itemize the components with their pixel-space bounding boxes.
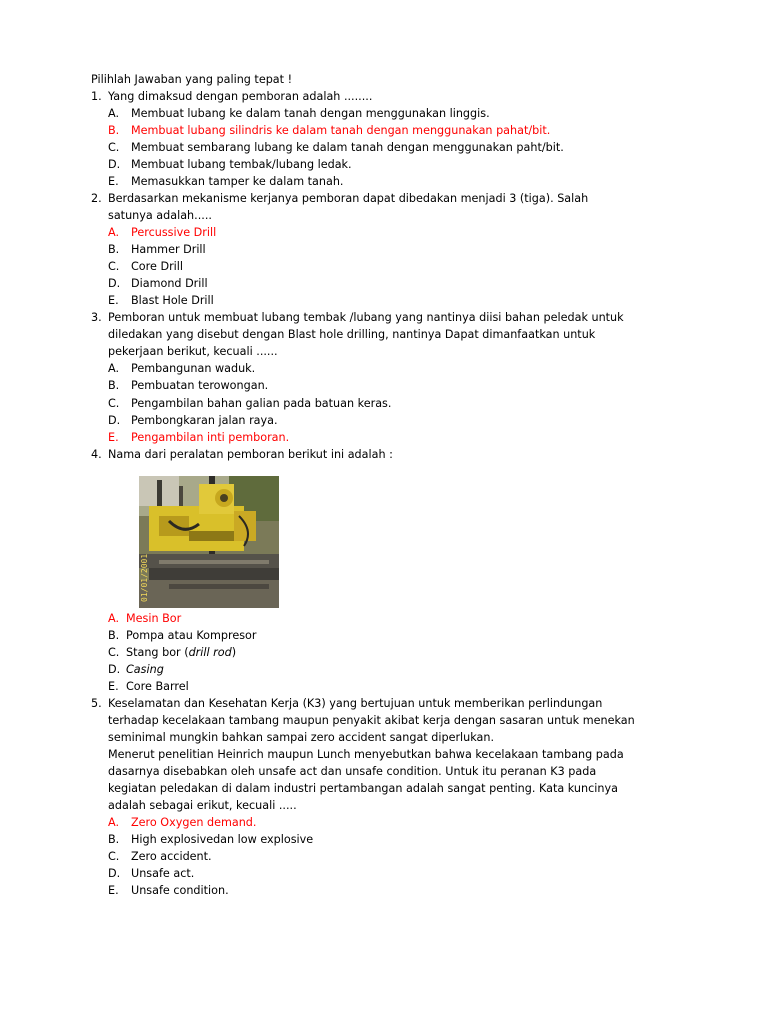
q4-option-b-letter: B. [108,629,120,642]
question-5-number: 5. [91,697,102,710]
drilling-machine-photo [139,476,279,608]
question-3-text-line-2: diledakan yang disebut dengan Blast hole drilling, nantinya Dapat dimanfaatkan untuk [108,328,596,341]
q1-option-b-answer: Membuat lubang silindris ke dalam tanah dengan menggunakan pahat/bit. [131,124,551,137]
q1-option-c-letter: C. [108,141,120,154]
question-2-number: 2. [91,192,102,205]
q5-option-a-letter: A. [108,816,120,829]
q1-option-a-letter: A. [108,107,120,120]
q4-option-a-answer: Mesin Bor [126,612,182,625]
instruction: Pilihlah Jawaban yang paling tepat ! [91,73,293,86]
question-5-text-line-7: adalah sebagai erikut, kecuali ..... [108,799,297,812]
q3-option-b-letter: B. [108,379,120,392]
q2-option-a-letter: A. [108,226,120,239]
q3-option-c: Pengambilan bahan galian pada batuan keras. [131,397,392,410]
q2-option-d-letter: D. [108,277,121,290]
q3-option-e-answer: Pengambilan inti pemboran. [131,431,290,444]
q4-option-e-letter: E. [108,680,119,693]
q4-option-d-letter: D. [108,663,121,676]
q5-option-a-answer: Zero Oxygen demand. [131,816,257,829]
q5-option-c-letter: C. [108,850,120,863]
q2-option-d: Diamond Drill [131,277,208,290]
q4-option-d-italic: Casing [126,663,164,676]
q4-option-e: Core Barrel [126,680,189,693]
question-2-text-line-2: satunya adalah..... [108,209,212,222]
q2-option-b: Hammer Drill [131,243,206,256]
q3-option-a: Pembangunan waduk. [131,362,256,375]
q4-option-c-letter: C. [108,646,120,659]
question-1-number: 1. [91,90,102,103]
q1-option-b-letter: B. [108,124,120,137]
q4-option-b: Pompa atau Kompresor [126,629,257,642]
question-4-number: 4. [91,448,102,461]
q3-option-b: Pembuatan terowongan. [131,379,269,392]
question-1-text: Yang dimaksud dengan pemboran adalah ........ [108,90,373,103]
q4-option-c [126,644,236,661]
q2-option-a-answer: Percussive Drill [131,226,217,239]
q5-option-b-letter: B. [108,833,120,846]
q3-option-e-letter: E. [108,431,119,444]
q5-option-e: Unsafe condition. [131,884,229,897]
question-5-text-line-4: Menerut penelitian Heinrich maupun Lunch menyebutkan bahwa kecelakaan tambang pada [108,748,624,761]
q3-option-d-letter: D. [108,414,121,427]
q5-option-b: High explosivedan low explosive [131,833,314,846]
q3-option-c-letter: C. [108,397,120,410]
q4-option-d [126,661,164,678]
q2-option-c-letter: C. [108,260,120,273]
q1-option-d: Membuat lubang tembak/lubang ledak. [131,158,352,171]
q5-option-d: Unsafe act. [131,867,195,880]
q5-option-e-letter: E. [108,884,119,897]
q4-option-c-text: Stang bor ( [126,646,189,659]
drilling-machine-illustration [139,476,279,608]
q2-option-c: Core Drill [131,260,183,273]
photo-date-stamp: 01/01/2001 [140,553,149,602]
question-4-text: Nama dari peralatan pemboran berikut ini adalah : [108,448,393,461]
q1-option-a: Membuat lubang ke dalam tanah dengan menggunakan linggis. [131,107,490,120]
q2-option-e: Blast Hole Drill [131,294,214,307]
q1-option-e: Memasukkan tamper ke dalam tanah. [131,175,344,188]
q1-option-e-letter: E. [108,175,119,188]
q1-option-c: Membuat sembarang lubang ke dalam tanah dengan menggunakan paht/bit. [131,141,564,154]
q4-option-c-italic: drill rod [188,646,232,659]
question-5-text-line-1: Keselamatan dan Kesehatan Kerja (K3) yang bertujuan untuk memberikan perlindungan [108,697,603,710]
question-5-text-line-2: terhadap kecelakaan tambang maupun penyakit akibat kerja dengan sasaran untuk menekan [108,714,635,727]
q3-option-d: Pembongkaran jalan raya. [131,414,278,427]
question-5-text-line-3: seminimal mungkin bahkan sampai zero accident sangat diperlukan. [108,731,495,744]
question-3-number: 3. [91,311,102,324]
question-3-text-line-1: Pemboran untuk membuat lubang tembak /lubang yang nantinya diisi bahan peledak untuk [108,311,624,324]
q3-option-a-letter: A. [108,362,120,375]
q4-option-a-letter: A. [108,612,120,625]
q4-option-c-after: ) [231,646,237,659]
q5-option-c: Zero accident. [131,850,212,863]
question-3-text-line-3: pekerjaan berikut, kecuali ...... [108,345,278,358]
q1-option-d-letter: D. [108,158,121,171]
question-5-text-line-6: kegiatan peledakan di dalam industri pertambangan adalah sangat penting. Kata kuncinya [108,782,618,795]
q2-option-b-letter: B. [108,243,120,256]
question-5-text-line-5: dasarnya disebabkan oleh unsafe act dan unsafe condition. Untuk itu peranan K3 pada [108,765,597,778]
q2-option-e-letter: E. [108,294,119,307]
question-2-text-line-1: Berdasarkan mekanisme kerjanya pemboran dapat dibedakan menjadi 3 (tiga). Salah [108,192,589,205]
q5-option-d-letter: D. [108,867,121,880]
